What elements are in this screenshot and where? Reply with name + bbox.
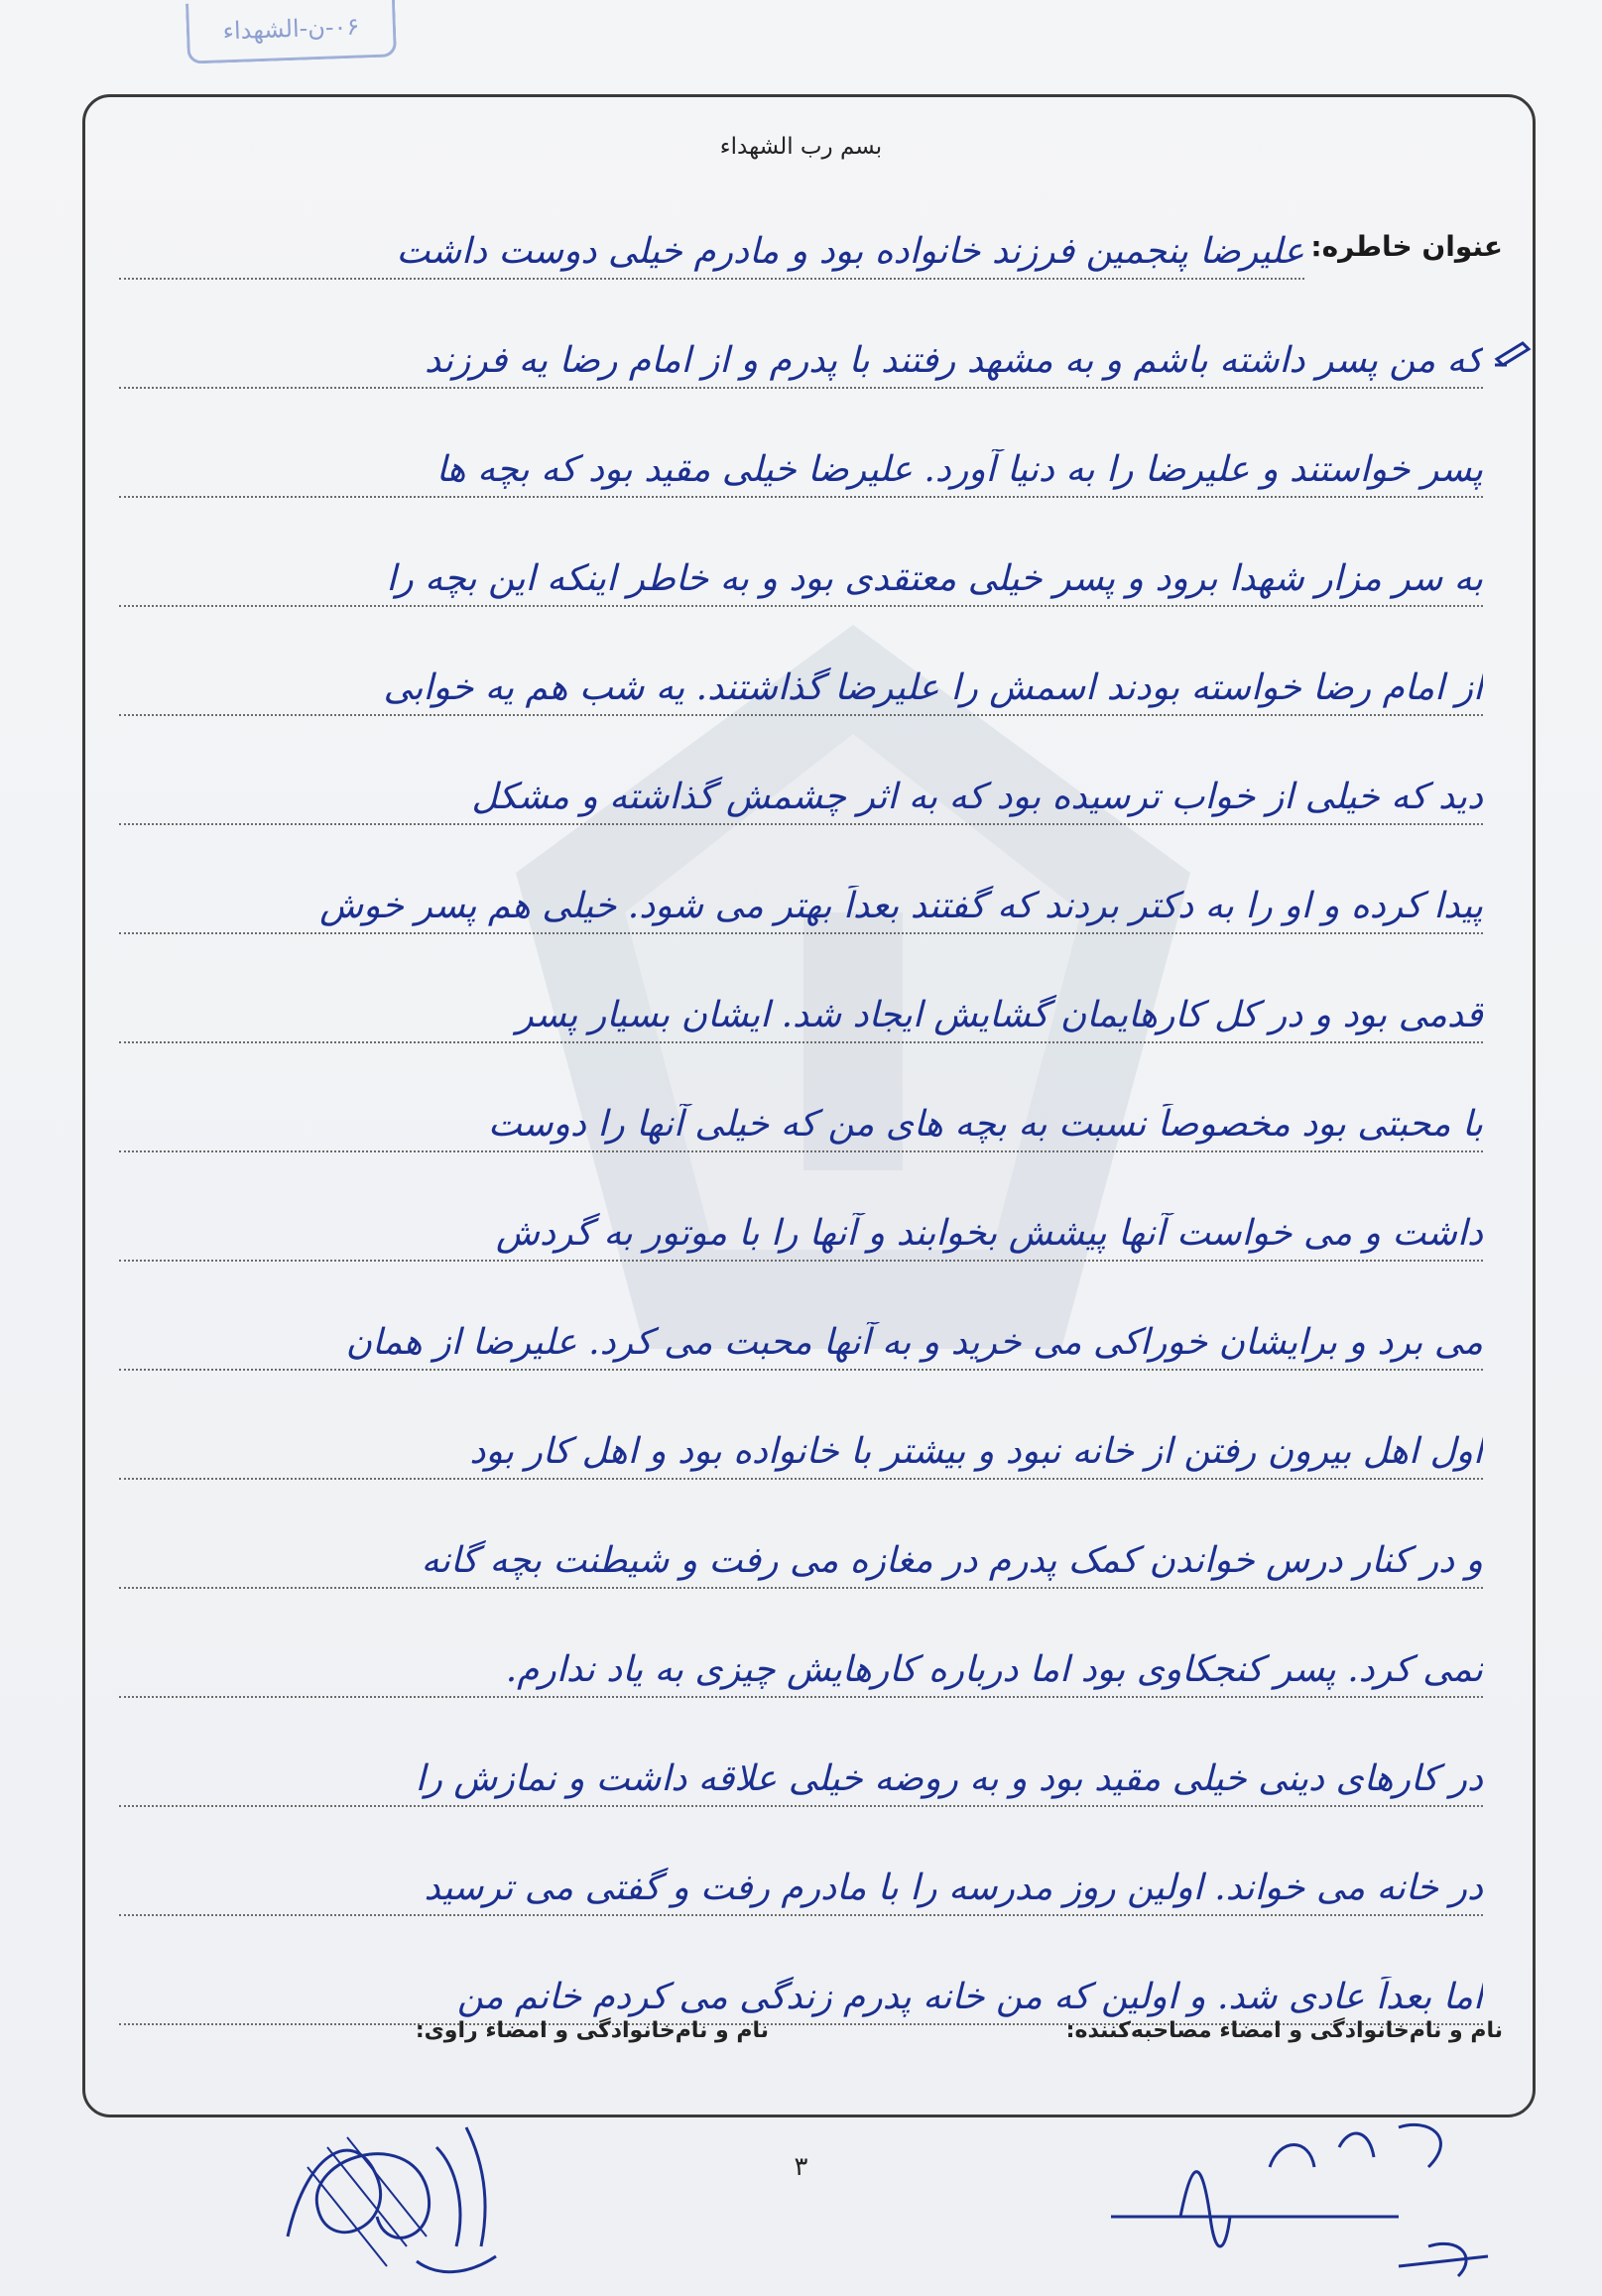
narrator-signature bbox=[268, 2088, 516, 2286]
memory-line bbox=[119, 327, 1483, 389]
memory-line bbox=[119, 1418, 1483, 1480]
page-number: ۳ bbox=[794, 2152, 808, 2182]
archive-stamp bbox=[185, 0, 397, 64]
memory-line bbox=[119, 1746, 1483, 1807]
memory-title-label: عنوان خاطره: bbox=[1310, 230, 1503, 263]
memory-line-text: که من پسر داشته باشم و به مشهد رفتند با پدرم و از امام رضا یه فرزند bbox=[424, 340, 1483, 381]
memory-line bbox=[119, 545, 1483, 607]
memory-line-text: قدمی بود و در کل کارهایمان گشایش ایجاد شد. ایشان بسیار پسر bbox=[516, 995, 1483, 1035]
pen-mark-icon bbox=[1493, 337, 1533, 367]
page-header-title: بسم رب الشهداء bbox=[719, 134, 883, 160]
memory-line-text: پیدا کرده و او را به دکتر بردند که گفتند بعداً بهتر می شود. خیلی هم پسر خوش bbox=[319, 886, 1483, 926]
memory-line bbox=[119, 655, 1483, 716]
memory-line bbox=[119, 982, 1483, 1043]
narrator-signature-label: نام و نام‌خانوادگی و امضاء راوی: bbox=[415, 2018, 769, 2043]
memory-line-text: دید که خیلی از خواب ترسیده بود که به اثر چشمش گذاشته و مشکل bbox=[471, 777, 1483, 817]
memory-line bbox=[119, 1855, 1483, 1916]
memory-line-text: با محبتی بود مخصوصاً نسبت به بچه های من که خیلی آنها را دوست bbox=[488, 1104, 1483, 1145]
memory-line-text: از امام رضا خواسته بودند اسمش را علیرضا گذاشتند. یه شب هم یه خوابی bbox=[383, 667, 1483, 708]
memory-line bbox=[119, 218, 1304, 280]
memory-line-text: در خانه می خواند. اولین روز مدرسه را با مادرم رفت و گفتی می ترسید bbox=[424, 1868, 1483, 1908]
memory-line bbox=[119, 1527, 1483, 1589]
interviewer-signature-label: نام و نام‌خانوادگی و امضاء مصاحبه‌کننده: bbox=[1065, 2018, 1503, 2043]
interviewer-signature bbox=[1101, 2108, 1498, 2286]
memory-line-text: پسر خواستند و علیرضا را به دنیا آورد. علیرضا خیلی مقید بود که بچه ها bbox=[435, 449, 1483, 490]
memory-line-text: می برد و برایشان خوراکی می خرید و به آنها محبت می کرد. علیرضا از همان bbox=[345, 1322, 1483, 1363]
memory-line-text: به سر مزار شهدا برود و پسر خیلی معتقدی بود و به خاطر اینکه این بچه را bbox=[386, 558, 1483, 599]
signature-labels bbox=[119, 2018, 1503, 2058]
memory-line-text: اما بعداً عادی شد. و اولین که من خانه پدرم زندگی می کردم خانم من bbox=[456, 1977, 1483, 2017]
memory-line bbox=[119, 1636, 1483, 1698]
memory-line bbox=[119, 1200, 1483, 1262]
memory-line-text: علیرضا پنجمین فرزند خانواده بود و مادرم خیلی دوست داشت bbox=[396, 231, 1304, 272]
memory-line bbox=[119, 764, 1483, 825]
memory-line-text: در کارهای دینی خیلی مقید بود و به روضه خیلی علاقه داشت و نمازش را bbox=[415, 1758, 1483, 1799]
memory-line bbox=[119, 873, 1483, 934]
memory-line bbox=[119, 1964, 1483, 2025]
memory-line bbox=[119, 436, 1483, 498]
memory-line-text: اول اهل بیرون رفتن از خانه نبود و بیشتر با خانواده بود و اهل کار بود bbox=[469, 1431, 1483, 1472]
memory-line bbox=[119, 1309, 1483, 1371]
memory-line-text: و در کنار درس خواندن کمک پدرم در مغازه می رفت و شیطنت بچه گانه bbox=[421, 1540, 1483, 1581]
archive-stamp-text: ۰۶-ن-الشهداء bbox=[222, 12, 360, 46]
memory-line bbox=[119, 1091, 1483, 1152]
memory-line-text: نمی کرد. پسر کنجکاوی بود اما درباره کارهایش چیزی به یاد ندارم. bbox=[505, 1649, 1483, 1690]
memory-line-text: داشت و می خواست آنها پیشش بخوابند و آنها را با موتور به گردش bbox=[496, 1213, 1483, 1254]
